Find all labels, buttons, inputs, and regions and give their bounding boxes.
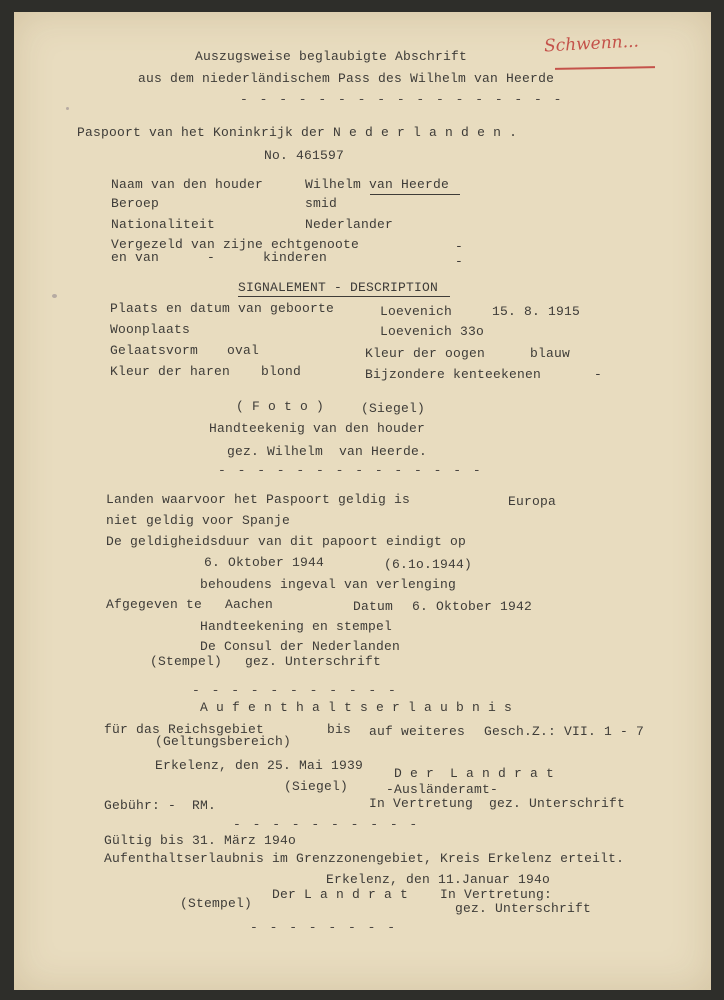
afgegeven-label: Afgegeven te xyxy=(106,597,203,612)
consul: De Consul der Nederlanden xyxy=(200,639,401,654)
woonplaats-label: Woonplaats xyxy=(110,322,191,337)
kenteekenen-label: Bijzondere kenteekenen xyxy=(365,367,542,382)
grenzzone: Aufenthaltserlaubnis im Grenzzonengebiet, Kreis Erkelenz erteilt. xyxy=(104,851,625,866)
unterschrift-2: gez. Unterschrift xyxy=(455,901,592,916)
ort-datum: Erkelenz, den 25. Mai 1939 xyxy=(155,758,364,773)
end-date-numeric: (6.1o.1944) xyxy=(384,557,473,572)
landen-label: Landen waarvoor het Paspoort geldig is xyxy=(106,492,411,507)
woonplaats-value: Loevenich 33o xyxy=(380,324,485,339)
oogen-label: Kleur der oogen xyxy=(365,346,486,361)
stempel-consul: (Stempel) xyxy=(150,654,223,669)
aufenthalt-heading: A u f e n t h a l t s e r l a u b n i s xyxy=(200,700,513,715)
stempel-2: (Stempel) xyxy=(180,896,253,911)
landrat-2: Der L a n d r a t xyxy=(272,887,409,902)
handteekening-stempel: Handteekening en stempel xyxy=(200,619,393,634)
afgegeven-place: Aachen xyxy=(225,597,274,612)
gueltig: Gültig bis 31. März 194o xyxy=(104,833,297,848)
header-line-2: aus dem niederländischem Pass des Wilhelm van Heerde xyxy=(138,71,555,86)
geboorte-place: Loevenich xyxy=(380,304,453,319)
beroep-label: Beroep xyxy=(111,196,160,211)
gesch-z: Gesch.Z.: VII. 1 - 7 xyxy=(484,724,645,739)
document-page xyxy=(14,12,711,990)
vergezeld-value: - xyxy=(455,239,464,254)
geboorte-date: 15. 8. 1915 xyxy=(492,304,581,319)
nationaliteit-label: Nationaliteit xyxy=(111,217,216,232)
siegel-placeholder: (Siegel) xyxy=(361,401,426,416)
siegel-aufenthalt: (Siegel) xyxy=(284,779,349,794)
signalement-dashes: - - - - - - - - - - - - - - xyxy=(218,463,483,478)
ink-spot xyxy=(66,107,69,110)
gelaat-label: Gelaatsvorm xyxy=(110,343,199,358)
holder-underline xyxy=(370,194,460,195)
bis: bis xyxy=(327,722,352,737)
haren-label: Kleur der haren xyxy=(110,364,231,379)
geltungsbereich: (Geltungsbereich) xyxy=(155,734,292,749)
foto-placeholder: ( F o t o ) xyxy=(236,399,325,414)
passport-title: Paspoort van het Koninkrijk der N e d e r l a n d e n . xyxy=(77,125,518,140)
oogen-value: blauw xyxy=(530,346,571,361)
holder-value: Wilhelm van Heerde xyxy=(305,177,450,192)
aufenthalt-dashes: - - - - - - - - - - xyxy=(233,817,420,832)
vertretung: In Vertretung gez. Unterschrift xyxy=(369,796,626,811)
auslaenderamt: -Ausländeramt- xyxy=(386,782,499,797)
handwritten-note: Schwenn... xyxy=(543,31,640,57)
haren-value: blond xyxy=(261,364,302,379)
signalement-heading: SIGNALEMENT - DESCRIPTION xyxy=(238,280,439,295)
auf-weiteres: auf weiteres xyxy=(369,724,466,739)
passport-number: No. 461597 xyxy=(264,148,345,163)
landrat: D e r L a n d r a t xyxy=(394,766,555,781)
ink-spot xyxy=(52,294,57,298)
behoudens: behoudens ingeval van verlenging xyxy=(200,577,457,592)
datum-value: 6. Oktober 1942 xyxy=(412,599,533,614)
header-line-1: Auszugsweise beglaubigte Abschrift xyxy=(195,49,468,64)
vertretung-2: In Vertretung: xyxy=(440,887,553,902)
geboorte-label: Plaats en datum van geboorte xyxy=(110,301,335,316)
kinderen-value: - xyxy=(455,254,464,269)
geldigheidsduur: De geldigheidsduur van dit papoort eindigt op xyxy=(106,534,467,549)
ort-datum-2: Erkelenz, den 11.Januar 194o xyxy=(326,872,551,887)
landen-value: Europa xyxy=(508,494,557,509)
gebuehr: Gebühr: - RM. xyxy=(104,798,217,813)
beroep-value: smid xyxy=(305,196,338,211)
vergezeld-label: Vergezeld van zijne echtgenoote xyxy=(111,237,360,252)
holder-label: Naam van den houder xyxy=(111,177,264,192)
kinderen-label: en van - kinderen xyxy=(111,250,328,265)
holder-signature: gez. Wilhelm van Heerde. xyxy=(227,444,428,459)
closing-dashes: - - - - - - - - xyxy=(250,920,398,935)
nationaliteit-value: Nederlander xyxy=(305,217,394,232)
header-dashes: - - - - - - - - - - - - - - - - - xyxy=(240,92,564,107)
handteekening-houder: Handteekenig van den houder xyxy=(209,421,426,436)
red-underline xyxy=(555,66,655,70)
kenteekenen-value: - xyxy=(594,367,603,382)
reichsgebiet: für das Reichsgebiet xyxy=(104,722,265,737)
niet-geldig: niet geldig voor Spanje xyxy=(106,513,291,528)
signalement-underline xyxy=(238,296,450,297)
unterschrift-consul: gez. Unterschrift xyxy=(245,654,382,669)
end-date: 6. Oktober 1944 xyxy=(204,555,325,570)
datum-label: Datum xyxy=(353,599,394,614)
validity-dashes: - - - - - - - - - - - xyxy=(192,683,398,698)
gelaat-value: oval xyxy=(227,343,260,358)
